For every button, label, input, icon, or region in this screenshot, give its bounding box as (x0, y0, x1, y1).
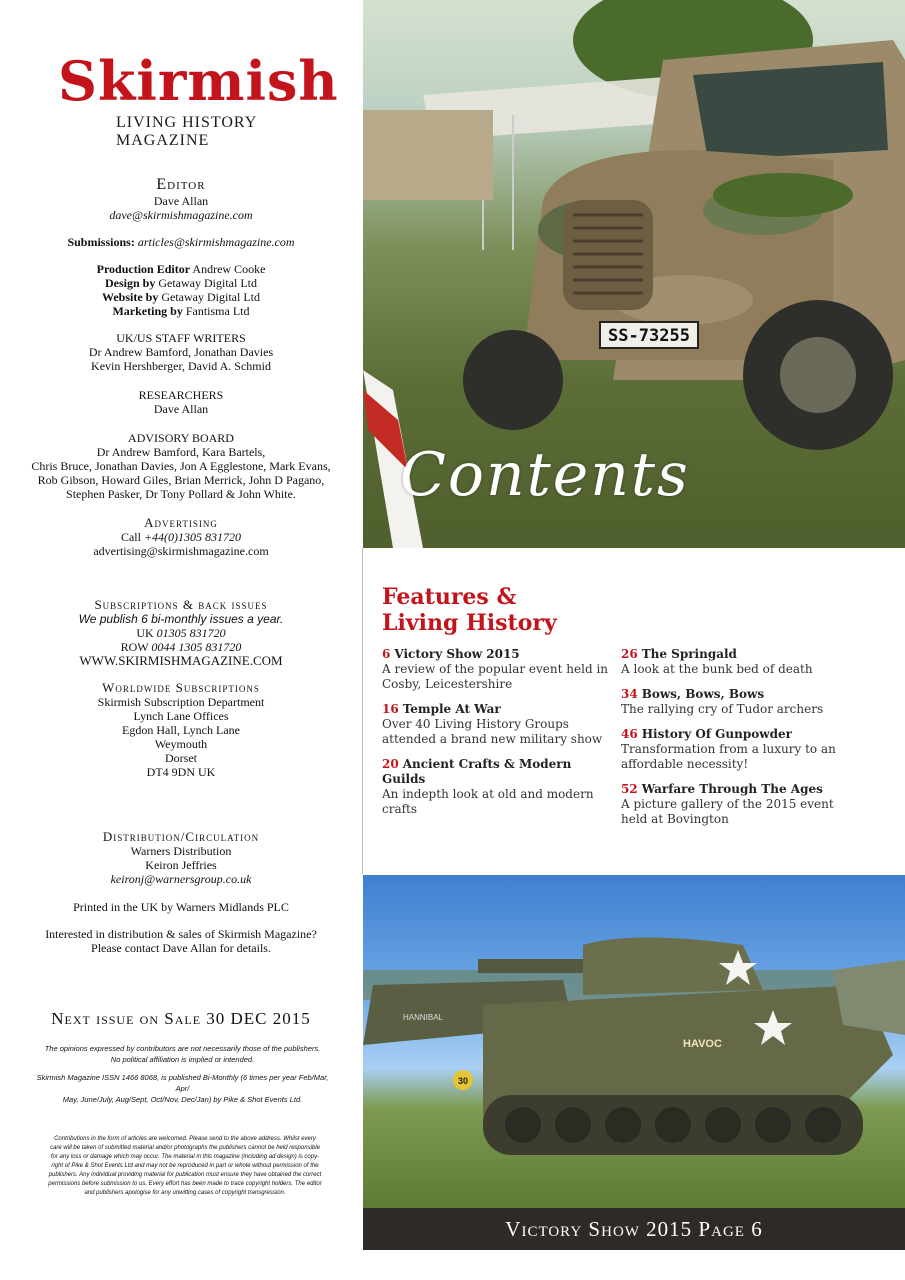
writers-heading: UK/US STAFF WRITERS (116, 331, 246, 345)
footer-banner: Victory Show 2015 Page 6 (363, 1208, 905, 1250)
advisory-line: Chris Bruce, Jonathan Davies, Jon A Egglestone, Mark Evans, (31, 459, 331, 473)
submissions-email: articles@skirmishmagazine.com (137, 235, 295, 249)
features-title-line: Living History (382, 610, 557, 636)
truck-windscreen (693, 62, 888, 160)
advisory-line: Rob Gibson, Howard Giles, Brian Merrick, John D Pagano, (37, 473, 325, 487)
contrib-line: right of Pike & Shot Events Ltd and may not be reproduced in part or whole without permission of the (51, 1163, 319, 1169)
feature-title: Ancient Crafts & Modern Guilds (382, 757, 572, 786)
feature-entry[interactable] (382, 647, 612, 692)
contributions-block (45, 1135, 325, 1198)
features-right-column (621, 647, 851, 837)
feature-entry[interactable] (382, 702, 612, 747)
distribution-heading: Distribution/Circulation (102, 829, 260, 844)
feature-desc: The rallying cry of Tudor archers (621, 702, 824, 716)
feature-desc: Transformation from a luxury to an affordable necessity! (621, 742, 836, 771)
address-line: Egdon Hall, Lynch Lane (122, 723, 240, 737)
worldwide-block (0, 681, 362, 779)
disclaimer-block (30, 1043, 335, 1065)
hull-number: 30 (457, 1076, 469, 1086)
feature-title: Victory Show 2015 (394, 647, 520, 661)
contents-title: Contents (400, 440, 690, 510)
uk-label: UK (136, 626, 154, 640)
production-block (0, 262, 362, 318)
page-number: 52 (621, 782, 638, 796)
tank-label-left: HANNIBAL (403, 1013, 444, 1022)
editor-heading: Editor (156, 176, 206, 193)
feature-entry[interactable] (621, 647, 851, 677)
feature-entry[interactable] (621, 727, 851, 772)
feature-title: Temple At War (402, 702, 501, 716)
tent (833, 960, 905, 1035)
row-phone: 0044 1305 831720 (151, 640, 242, 654)
website-url: WWW.SKIRMISHMAGAZINE.COM (79, 653, 283, 668)
address-line: DT4 9DN UK (146, 765, 216, 779)
interested-block (0, 927, 362, 955)
interested-line: Interested in distribution & sales of Skirmish Magazine? (45, 927, 317, 941)
address-line: Skirmish Subscription Department (97, 695, 265, 709)
production-label: Production Editor (96, 262, 191, 276)
website-label: Website by (102, 290, 159, 304)
website-name: Getaway Digital Ltd (161, 290, 260, 304)
subscriptions-note: We publish 6 bi-monthly issues a year. (78, 612, 284, 626)
issn-line: Skirmish Magazine ISSN 1466 8068, is published Bi-Monthly (6 times per year Feb/Mar, Apr/ (36, 1073, 329, 1093)
tank-gun (478, 959, 598, 973)
next-issue-block (0, 1009, 362, 1028)
feature-entry[interactable] (621, 782, 851, 827)
truck-wheel (463, 330, 563, 430)
tank-label-right: HAVOC (683, 1038, 722, 1050)
researchers-block (0, 388, 362, 416)
tank-illustration (363, 875, 905, 1208)
feature-title: Bows, Bows, Bows (641, 687, 765, 701)
disclaimer-line: The opinions expressed by contributors are not necessarily those of the publishers. (44, 1044, 321, 1053)
page-number: 20 (382, 757, 399, 771)
plate-text: SS-73255 (608, 326, 690, 346)
researchers-heading: RESEARCHERS (138, 388, 224, 402)
page-number: 26 (621, 647, 638, 661)
contrib-line: permissions before submission to us. Every effort has been made to trace copyright holders. The editor (48, 1181, 322, 1187)
feature-desc: A review of the popular event held in Cosby, Leicestershire (382, 662, 609, 691)
interested-line: Please contact Dave Allan for details. (91, 941, 271, 955)
advertising-heading: Advertising (144, 515, 218, 530)
printed-block (0, 900, 362, 914)
feature-entry[interactable] (621, 687, 851, 717)
design-name: Getaway Digital Ltd (158, 276, 257, 290)
feature-entry[interactable] (382, 757, 612, 817)
tank-photo (363, 875, 905, 1208)
page-number: 34 (621, 687, 638, 701)
issn-line: May, June/July, Aug/Sept, Oct/Nov, Dec/Jan) by Pike & Shot Events Ltd. (62, 1095, 303, 1104)
distribution-block (0, 830, 362, 886)
design-label: Design by (105, 276, 156, 290)
contrib-line: publishers. Any individual providing material for publication must ensure they have obtained the correct (48, 1172, 322, 1178)
page-number: 46 (621, 727, 638, 741)
issn-block (30, 1072, 335, 1105)
features-title (382, 584, 557, 636)
advisory-heading: ADVISORY BOARD (128, 431, 234, 445)
contrib-line: and publishers apologise for any unwitting cases of copyright transgression. (84, 1190, 286, 1196)
address-line: Weymouth (154, 737, 208, 751)
features-title-line: Features & (382, 584, 517, 610)
contrib-line: for any loss or damage which may occur. The material in this magazine (including ad design) is copy- (50, 1154, 320, 1160)
advisory-line: Stephen Pasker, Dr Tony Pollard & John White. (66, 487, 296, 501)
marketing-label: Marketing by (112, 304, 183, 318)
feature-title: Warfare Through The Ages (641, 782, 823, 796)
submissions-label: Submissions: (67, 235, 135, 249)
logo-title: Skirmish (58, 49, 339, 113)
advertising-email: advertising@skirmishmagazine.com (93, 544, 269, 558)
logo-subtitle: LIVING HISTORY MAGAZINE (116, 114, 257, 149)
advisory-block (0, 431, 362, 501)
feature-desc: A look at the bunk bed of death (621, 662, 813, 676)
editor-block (0, 176, 362, 222)
next-issue: Next issue on Sale 30 DEC 2015 (51, 1009, 311, 1028)
address-line: Dorset (165, 751, 197, 765)
worldwide-heading: Worldwide Subscriptions (102, 680, 260, 695)
researchers-line: Dave Allan (153, 402, 209, 416)
subscriptions-block (0, 598, 362, 668)
submissions-block (0, 235, 362, 249)
marketing-name: Fantisma Ltd (185, 304, 250, 318)
address-line: Lynch Lane Offices (133, 709, 229, 723)
writers-block (0, 331, 362, 373)
grille-slats (573, 215, 643, 293)
printed-line: Printed in the UK by Warners Midlands PLC (73, 900, 289, 914)
subscriptions-heading: Subscriptions & back issues (94, 597, 268, 612)
column-divider (362, 548, 363, 874)
feature-desc: Over 40 Living History Groups attended a brand new military show (382, 717, 603, 746)
masthead-logo (58, 48, 339, 149)
advertising-phone: +44(0)1305 831720 (143, 530, 242, 544)
editor-name: Dave Allan (153, 194, 209, 208)
distribution-email: keironj@warnersgroup.co.uk (110, 872, 252, 886)
writers-line: Dr Andrew Bamford, Jonathan Davies (88, 345, 274, 359)
advertising-call-label: Call (120, 530, 141, 544)
disclaimer-line: No political affiliation is implied or intended. (110, 1055, 255, 1064)
features-left-column (382, 647, 612, 827)
bg-vehicle (363, 110, 493, 200)
row-label: ROW (120, 640, 149, 654)
distribution-line: Warners Distribution (130, 844, 232, 858)
feature-desc: A picture gallery of the 2015 event held at Bovington (621, 797, 834, 826)
left-column (0, 0, 362, 1280)
writers-line: Kevin Hershberger, David A. Schmid (91, 359, 271, 373)
page-number: 6 (382, 647, 391, 661)
foliage (713, 173, 853, 217)
distribution-line: Keiron Jeffries (145, 858, 217, 872)
contrib-line: care will be taken of submitted material and/or photographs the publishers cannot be held responsible (50, 1145, 320, 1151)
feature-title: History Of Gunpowder (641, 727, 792, 741)
feature-title: The Springald (641, 647, 737, 661)
contrib-line: Contributions in the form of articles are welcomed. Please send to the above address. Whilst every (54, 1136, 316, 1142)
advertising-block (0, 516, 362, 558)
uk-phone: 01305 831720 (156, 626, 226, 640)
wheel-hub (780, 337, 856, 413)
advisory-line: Dr Andrew Bamford, Kara Bartels, (96, 445, 266, 459)
editor-email: dave@skirmishmagazine.com (109, 208, 253, 222)
page-number: 16 (382, 702, 399, 716)
production-name: Andrew Cooke (192, 262, 266, 276)
feature-desc: An indepth look at old and modern crafts (382, 787, 594, 816)
